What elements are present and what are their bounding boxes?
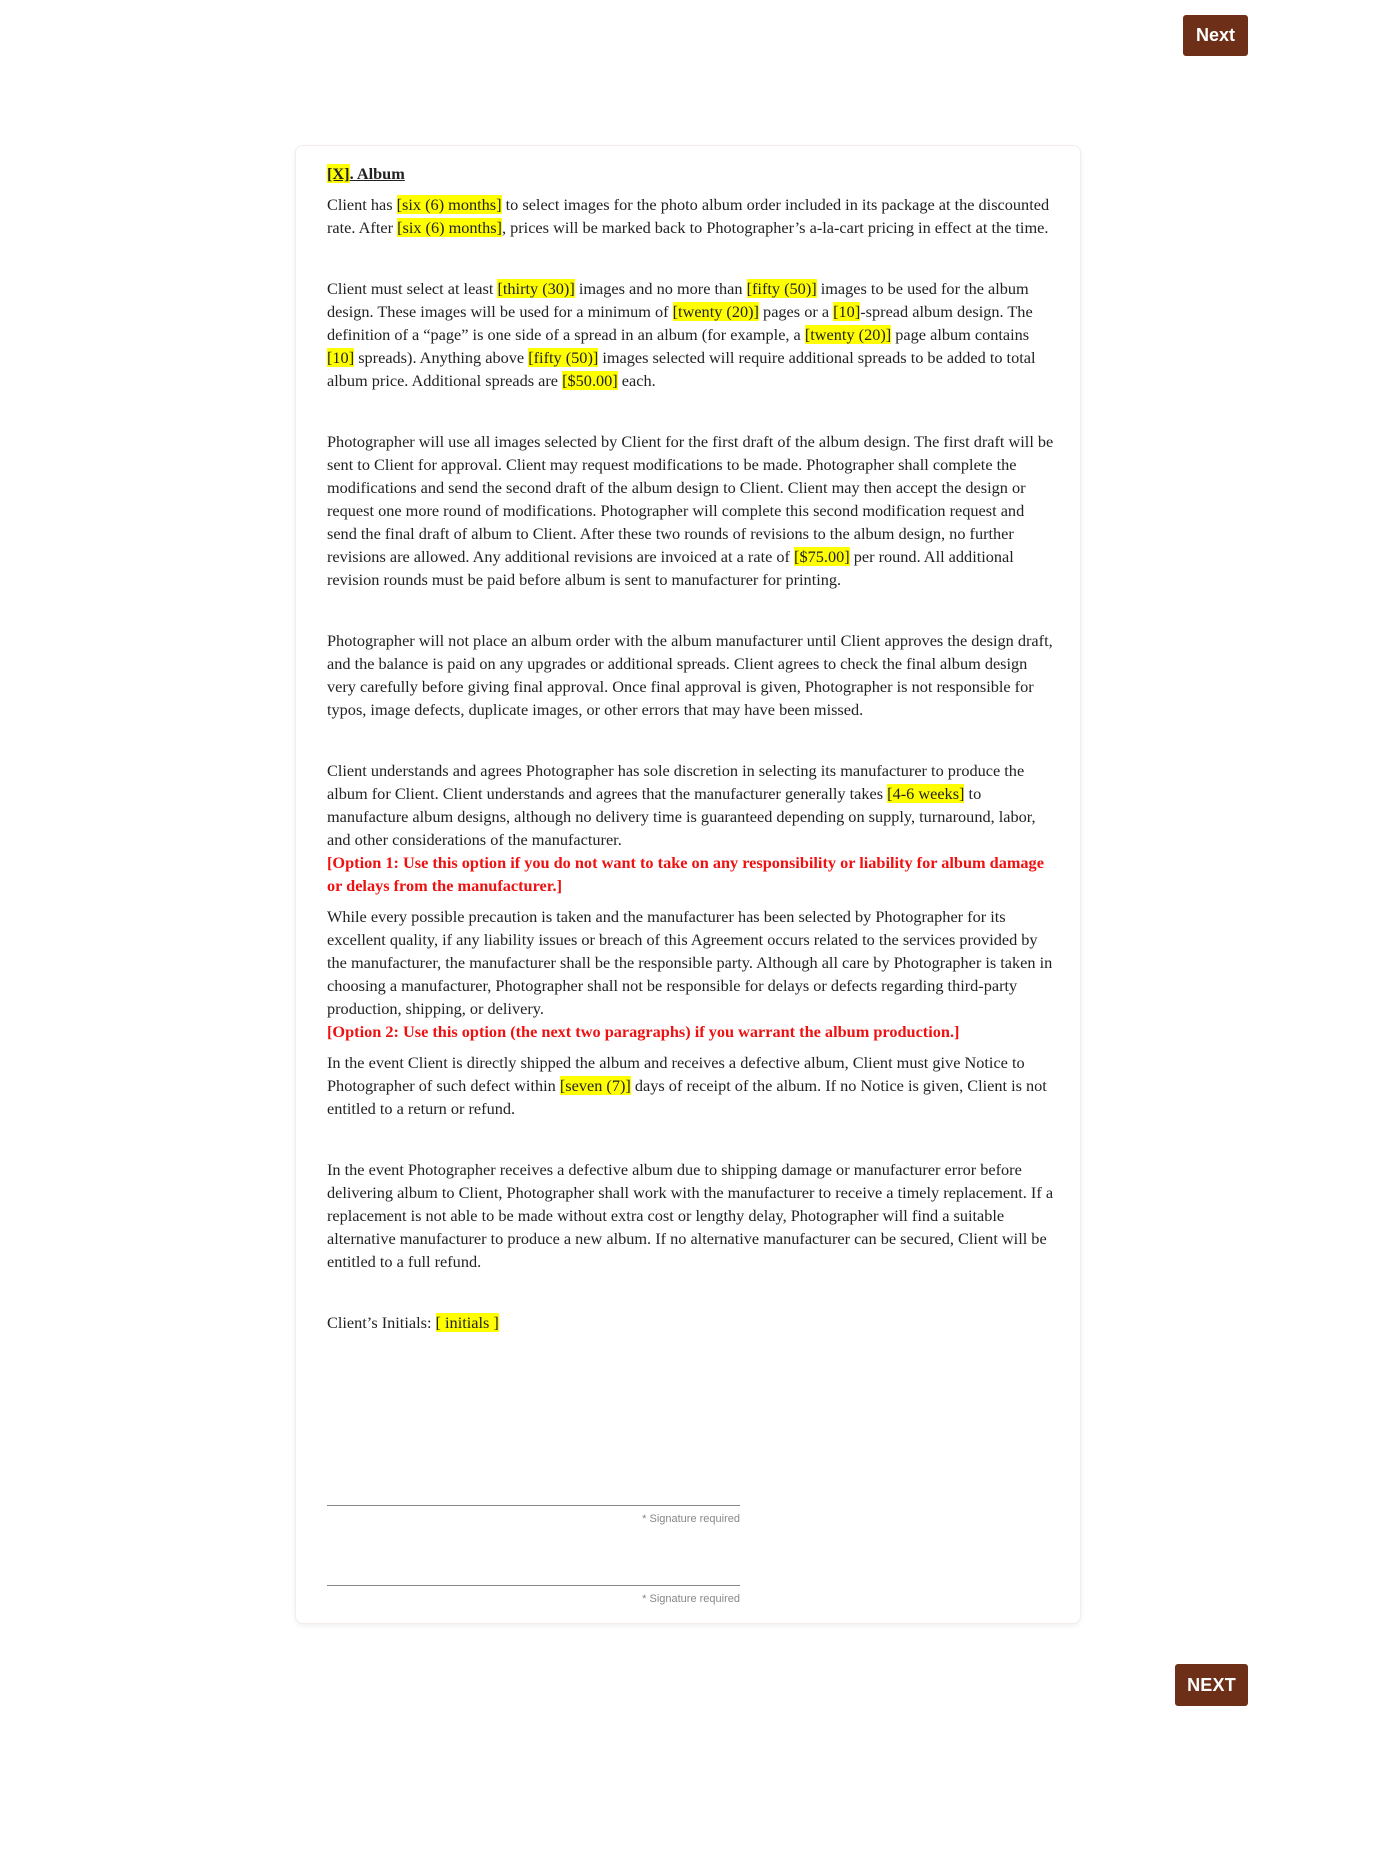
initials-label: Client’s Initials: [327,1313,436,1332]
text: images selected will require additional spreads to be added to total album price. Additional spreads are [327,348,1036,390]
signature-line[interactable] [327,1585,740,1586]
paragraph-manufacturer [327,759,1057,851]
text: Client has [327,195,397,214]
text: to select images for the photo album order included in its package at the discounted rate. After [327,195,1050,237]
signature-field-2[interactable] [327,1585,740,1605]
text: -spread album design. The definition of a “page” is one side of a spread in an album (for example, a [327,302,1033,344]
text: Client understands and agrees Photographer has sole discretion in selecting its manufacturer to produce the album for Client. Client understands and agrees that the manufacturer generally takes [327,761,1025,803]
option-2-note: [Option 2: Use this option (the next two paragraphs) if you warrant the album production.] [327,1022,960,1041]
field-max-images[interactable]: [fifty (50)] [746,279,817,298]
field-production-time[interactable]: [4-6 weeks] [887,784,965,803]
field-example-pages[interactable]: [twenty (20)] [804,325,892,344]
text: per round. All additional revision rounds must be paid before album is sent to manufacturer for printing. [327,547,1014,589]
section-heading [327,162,1057,185]
text: to manufacture album designs, although no delivery time is guaranteed depending on supply, turnaround, labor, and other considerations of the manufacturer. [327,784,1036,849]
signature-required-note: * Signature required [642,1513,740,1525]
client-initials-row [327,1311,1057,1334]
text: images to be used for the album design. These images will be used for a minimum of [327,279,1029,321]
section-number-field[interactable]: [X] [327,164,350,183]
text: images and no more than [574,279,747,298]
text: Photographer will use all images selected by Client for the first draft of the album design. The first draft will be sent to Client for approval. Client may request modifications to be made. Photographer shall complete the modifications and send the second draft of the album design to Client. Client may then accept the design or request one more round of modifications. Photographer will complete this second modification request and send the final draft of album to Client. After these two rounds of revisions to the album design, no further revisions are allowed. Any additional revisions are invoiced at a rate of [327,432,1054,566]
paragraph-approval: Photographer will not place an album order with the album manufacturer until Client approves the design draft, and the balance is paid on any upgrades or additional spreads. Client agrees to check the final album design very carefully before giving final approval. Once final approval is given, Photographer is not responsible for typos, image defects, duplicate images, or other errors that may have been missed. [327,631,1053,719]
text: days of receipt of the album. If no Notice is given, Client is not entitled to a return or refund. [327,1076,1047,1118]
text: , prices will be marked back to Photographer’s a-la-cart pricing in effect at the time. [501,218,1049,237]
document-card [295,145,1081,1624]
signature-required-note: * Signature required [642,1593,740,1605]
text: page album contains [891,325,1030,344]
paragraph-image-count [327,277,1057,392]
option-1-note: [Option 1: Use this option if you do not want to take on any responsibility or liability for album damage or delays from the manufacturer.] [327,853,1044,895]
section-title: . Album [349,164,405,183]
text: spreads). Anything above [354,348,529,367]
field-max-images-2[interactable]: [fifty (50)] [528,348,599,367]
paragraph-replacement: In the event Photographer receives a defective album due to shipping damage or manufacturer error before delivering album to Client, Photographer shall work with the manufacturer to receive a timely replacement. If a replacement is not able to be made without extra cost or lengthy delay, Photographer will find a suitable alternative manufacturer to produce a new album. If no alternative manufacturer can be secured, Client will be entitled to a full refund. [327,1160,1054,1271]
paragraph-revisions [327,430,1057,591]
text: In the event Client is directly shipped the album and receives a defective album, Client must give Notice to Photographer of such defect within [327,1053,1025,1095]
paragraph-liability: While every possible precaution is taken and the manufacturer has been selected by Photographer for its excellent quality, if any liability issues or breach of this Agreement occurs related to the services provided by the manufacturer, the manufacturer shall be the responsible party. Although all care by Photographer is taken in choosing a manufacturer, Photographer shall not be responsible for delays or defects regarding third-party production, shipping, or delivery. [327,907,1053,1018]
text: Client must select at least [327,279,498,298]
next-button-bottom[interactable]: NEXT [1175,1664,1248,1706]
field-spread-price[interactable]: [$50.00] [562,371,618,390]
field-min-pages[interactable]: [twenty (20)] [672,302,759,321]
initials-field[interactable]: [ initials ] [435,1313,499,1332]
document-content [327,162,1057,1334]
signature-field-1[interactable] [327,1505,740,1525]
text: pages or a [758,302,834,321]
field-selection-period[interactable]: [six (6) months] [396,195,502,214]
paragraph-selection-period [327,193,1057,239]
text: each. [617,371,656,390]
paragraph-defect-notice [327,1051,1057,1120]
field-revision-rate[interactable]: [$75.00] [794,547,850,566]
field-example-spreads[interactable]: [10] [327,348,355,367]
field-selection-period-2[interactable]: [six (6) months] [397,218,502,237]
signature-line[interactable] [327,1505,740,1506]
field-spreads[interactable]: [10] [833,302,861,321]
next-button-top[interactable]: Next [1183,15,1248,56]
field-min-images[interactable]: [thirty (30)] [497,279,575,298]
field-notice-days[interactable]: [seven (7)] [559,1076,631,1095]
